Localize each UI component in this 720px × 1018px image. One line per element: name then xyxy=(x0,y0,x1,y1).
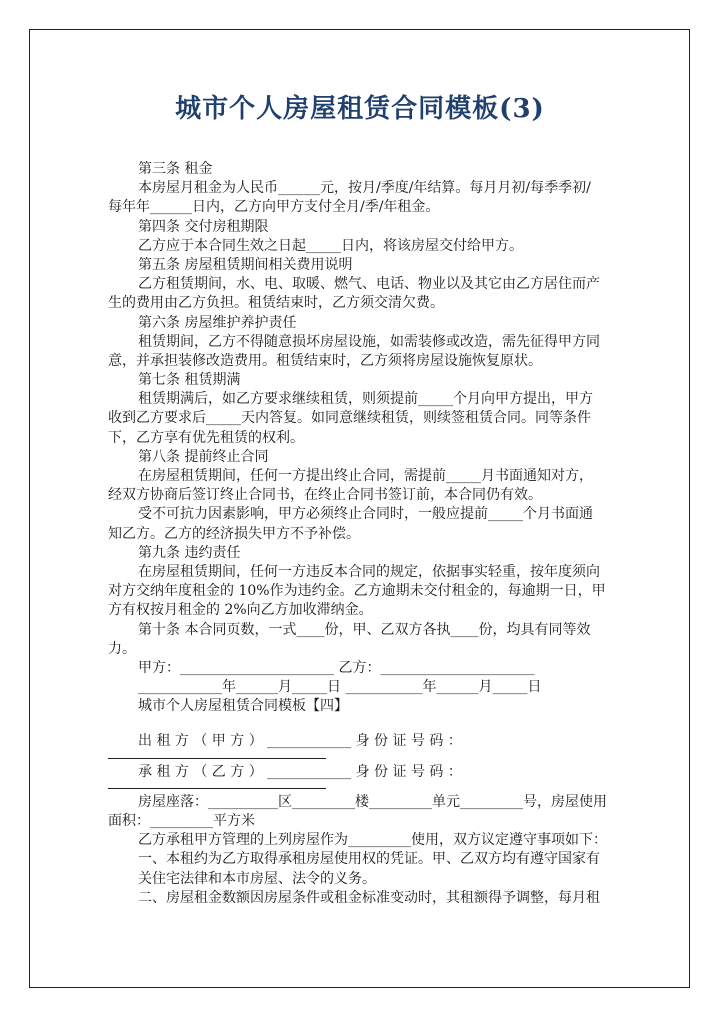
article-heading: 第三条 租金 xyxy=(138,161,213,177)
paragraph-line: 经双方协商后签订终止合同书，在终止合同书签订前，本合同仍有效。 xyxy=(108,487,542,504)
paragraph-line: 方有权按月租金的 2%向乙方加收滞纳金。 xyxy=(108,602,373,619)
paragraph-line: 对方交纳年度租金的 10%作为违约金。乙方逾期未交付租金的，每逾期一日，甲 xyxy=(108,583,606,600)
underline-rule xyxy=(108,752,326,759)
underline-rule xyxy=(108,782,326,789)
signature-line: 甲方：______________________ 乙方：______________________ xyxy=(138,659,535,676)
spacer xyxy=(108,716,616,732)
paragraph-line: 第十条 本合同页数，一式____份，甲、乙双方各执____份，均具有同等效 xyxy=(138,621,591,638)
paragraph-line: 面积：_________平方米 xyxy=(108,813,255,829)
paragraph-line: 本房屋月租金为人民币______元，按月/季度/年结算。每月月初/每季季初/ xyxy=(138,180,591,197)
article-heading: 第六条 房屋维护养护责任 xyxy=(138,314,297,331)
paragraph-line: 乙方应于本合同生效之日起_____日内，将该房屋交付给甲方。 xyxy=(138,237,523,254)
paragraph-line: 二、房屋租金数额因房屋条件或租金标准变动时，其租额得予调整，每月租 xyxy=(138,889,600,906)
paragraph-line: 租赁期间，乙方不得随意损坏房屋设施，如需装修或改造，需先征得甲方同 xyxy=(138,333,600,350)
lessee-line: 承 租 方 （ 乙 方 ） ____________ 身 份 证 号 码 ： xyxy=(138,763,462,780)
paragraph-line: 关住宅法律和本市房屋、法令的义务。 xyxy=(138,870,376,887)
date-line: ____________年______月_____日 ___________年______月_____日 xyxy=(138,679,542,696)
paragraph-line: 每年年______日内，乙方向甲方支付全月/季/年租金。 xyxy=(108,199,440,216)
paragraph-line: 乙方承租甲方管理的上列房屋作为_________使用，双方议定遵守事项如下： xyxy=(138,832,607,849)
section-title: 城市个人房屋租赁合同模板【四】 xyxy=(138,698,348,715)
paragraph-line: 收到乙方要求后_____天内答复。如同意继续租赁，则续签租赁合同。同等条件 xyxy=(108,410,591,427)
article-heading: 第四条 交付房租期限 xyxy=(138,218,269,235)
paragraph-line: 意，并承担装修改造费用。租赁结束时，乙方须将房屋设施恢复原状。 xyxy=(108,352,542,369)
paragraph-line: 一、本租约为乙方取得承租房屋使用权的凭证。甲、乙双方均有遵守国家有 xyxy=(138,851,600,868)
contract-body xyxy=(108,160,616,908)
paragraph-line: 生的费用由乙方负担。租赁结束时，乙方须交清欠费。 xyxy=(108,295,444,312)
lessor-line: 出 租 方 （ 甲 方 ） ____________ 身 份 证 号 码 ： xyxy=(138,733,462,750)
article-heading: 第七条 租赁期满 xyxy=(138,372,241,389)
paragraph-line: 租赁期满后，如乙方要求继续租赁，则须提前_____个月向甲方提出，甲方 xyxy=(138,391,593,408)
paragraph-line: 在房屋租赁期间，任何一方违反本合同的规定，依据事实轻重，按年度须向 xyxy=(138,563,600,580)
paragraph-line: 力。 xyxy=(108,640,136,657)
article-heading: 第九条 违约责任 xyxy=(138,544,241,561)
paragraph-line: 受不可抗力因素影响，甲方必须终止合同时，一般应提前_____个月书面通 xyxy=(138,506,593,523)
article-heading: 第八条 提前终止合同 xyxy=(138,448,269,465)
paragraph-line: 知乙方。乙方的经济损失甲方不予补偿。 xyxy=(108,525,360,542)
article-heading: 第五条 房屋租赁期间相关费用说明 xyxy=(138,256,353,273)
paragraph-line: 房屋座落：__________区_________楼_________单元_________号，房屋使用 xyxy=(138,793,607,810)
paragraph-line: 下，乙方享有优先租赁的权利。 xyxy=(108,429,304,446)
document-title: 城市个人房屋租赁合同模板(3) xyxy=(175,94,545,124)
paragraph-line: 乙方租赁期间，水、电、取暖、燃气、电话、物业以及其它由乙方居住而产 xyxy=(138,276,600,293)
paragraph-line: 在房屋租赁期间，任何一方提出终止合同，需提前_____月书面通知对方， xyxy=(138,468,593,484)
